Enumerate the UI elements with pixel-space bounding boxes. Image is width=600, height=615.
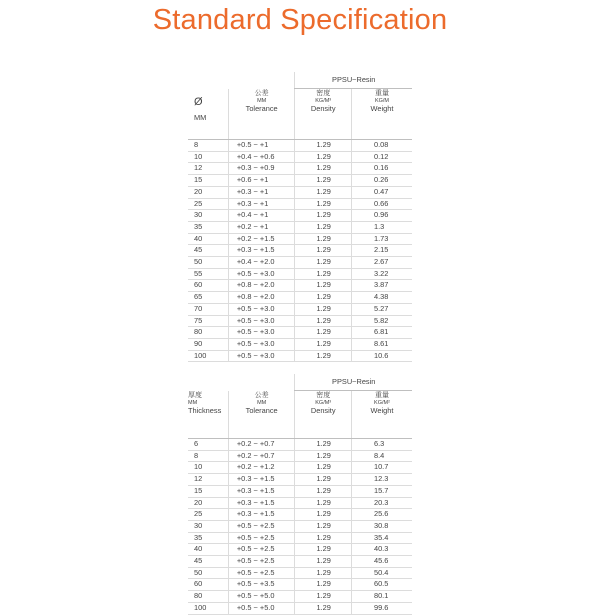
density-cell: 1.29	[295, 327, 352, 339]
density-cell: 1.29	[295, 474, 352, 486]
size-cell: 80	[188, 327, 228, 339]
size-cell: 80	[188, 591, 228, 603]
density-cell: 1.29	[295, 532, 352, 544]
tolerance-cell: +0.8 ~ +2.0	[228, 280, 295, 292]
tolerance-header: 公差 MM Tolerance	[228, 391, 295, 439]
table-row	[188, 315, 412, 327]
density-cell: 1.29	[295, 591, 352, 603]
weight-cell: 4.38	[351, 292, 412, 304]
weight-cell: 0.96	[351, 210, 412, 222]
weight-cell: 0.47	[351, 186, 412, 198]
weight-cell: 8.4	[351, 450, 412, 462]
weight-cell: 20.3	[351, 497, 412, 509]
density-cell: 1.29	[295, 602, 352, 614]
tolerance-cell: +0.8 ~ +2.0	[228, 292, 295, 304]
tolerance-cell: +0.5 ~ +2.5	[228, 556, 295, 568]
table-row	[188, 462, 412, 474]
table-row	[188, 520, 412, 532]
density-cell: 1.29	[295, 140, 352, 152]
table-row	[188, 233, 412, 245]
weight-cell: 0.12	[351, 151, 412, 163]
size-cell: 15	[188, 485, 228, 497]
density-cell: 1.29	[295, 198, 352, 210]
table-row	[188, 474, 412, 486]
tolerance-cell: +0.5 ~ +2.5	[228, 520, 295, 532]
table-row	[188, 186, 412, 198]
weight-header: 重量 KG/M² Weight	[351, 391, 412, 439]
weight-cell: 30.8	[351, 520, 412, 532]
density-cell: 1.29	[295, 151, 352, 163]
size-cell: 35	[188, 221, 228, 233]
size-cell: 75	[188, 315, 228, 327]
size-cell: 70	[188, 303, 228, 315]
table-header-row	[188, 391, 412, 439]
weight-cell: 25.6	[351, 509, 412, 521]
group-header: PPSU~Resin	[295, 374, 412, 391]
density-cell: 1.29	[295, 450, 352, 462]
table-row	[188, 292, 412, 304]
weight-cell: 50.4	[351, 567, 412, 579]
tolerance-cell: +0.3 ~ +1.5	[228, 485, 295, 497]
size-cell: 40	[188, 233, 228, 245]
size-cell: 10	[188, 462, 228, 474]
size-cell: 35	[188, 532, 228, 544]
diameter-symbol: Ø	[194, 95, 203, 108]
density-cell: 1.29	[295, 556, 352, 568]
density-cell: 1.29	[295, 462, 352, 474]
page-title: Standard Specification	[152, 4, 448, 36]
sheet-spec-table	[188, 374, 412, 615]
tolerance-header: 公差 MM Tolerance	[228, 89, 295, 140]
table-header-row	[188, 89, 412, 140]
table-row	[188, 221, 412, 233]
tolerance-cell: +0.5 ~ +2.5	[228, 532, 295, 544]
tolerance-cell: +0.3 ~ +1.5	[228, 474, 295, 486]
tolerance-cell: +0.3 ~ +1	[228, 198, 295, 210]
table-row	[188, 485, 412, 497]
table-row	[188, 602, 412, 614]
sheet-table-body	[188, 439, 412, 615]
density-header: 密度 KG/M³ Density	[295, 391, 352, 439]
density-header: 密度 KG/M³ Density	[295, 89, 352, 140]
size-cell: 20	[188, 186, 228, 198]
tolerance-cell: +0.3 ~ +1	[228, 186, 295, 198]
density-cell: 1.29	[295, 485, 352, 497]
tolerance-cell: +0.4 ~ +2.0	[228, 257, 295, 269]
density-cell: 1.29	[295, 233, 352, 245]
size-cell: 8	[188, 140, 228, 152]
tolerance-cell: +0.5 ~ +1	[228, 140, 295, 152]
tolerance-cell: +0.4 ~ +0.6	[228, 151, 295, 163]
size-cell: 6	[188, 439, 228, 451]
weight-cell: 99.6	[351, 602, 412, 614]
size-cell: 12	[188, 474, 228, 486]
size-cell: 12	[188, 163, 228, 175]
density-cell: 1.29	[295, 315, 352, 327]
tolerance-cell: +0.2 ~ +0.7	[228, 450, 295, 462]
tolerance-cell: +0.5 ~ +5.0	[228, 602, 295, 614]
size-cell: 65	[188, 292, 228, 304]
weight-cell: 12.3	[351, 474, 412, 486]
weight-header: 重量 KG/M Weight	[351, 89, 412, 140]
density-cell: 1.29	[295, 186, 352, 198]
group-header: PPSU~Resin	[295, 72, 412, 89]
tolerance-cell: +0.5 ~ +2.5	[228, 567, 295, 579]
size-cell: 45	[188, 245, 228, 257]
density-cell: 1.29	[295, 257, 352, 269]
weight-cell: 2.67	[351, 257, 412, 269]
table-row	[188, 280, 412, 292]
size-cell: 15	[188, 175, 228, 187]
size-cell: 40	[188, 544, 228, 556]
weight-cell: 45.6	[351, 556, 412, 568]
table-row	[188, 439, 412, 451]
table-row	[188, 567, 412, 579]
tolerance-cell: +0.5 ~ +5.0	[228, 591, 295, 603]
weight-cell: 1.73	[351, 233, 412, 245]
density-cell: 1.29	[295, 303, 352, 315]
size-cell: 20	[188, 497, 228, 509]
size-cell: 50	[188, 257, 228, 269]
table-group-header-row	[188, 72, 412, 89]
density-cell: 1.29	[295, 509, 352, 521]
tolerance-cell: +0.2 ~ +1	[228, 221, 295, 233]
size-cell: 55	[188, 268, 228, 280]
table-row	[188, 210, 412, 222]
weight-cell: 10.6	[351, 350, 412, 362]
tolerance-cell: +0.3 ~ +0.9	[228, 163, 295, 175]
weight-cell: 15.7	[351, 485, 412, 497]
density-cell: 1.29	[295, 280, 352, 292]
size-cell: 100	[188, 350, 228, 362]
tolerance-cell: +0.5 ~ +3.5	[228, 579, 295, 591]
table-row	[188, 245, 412, 257]
tolerance-cell: +0.5 ~ +3.0	[228, 327, 295, 339]
size-cell: 25	[188, 509, 228, 521]
density-cell: 1.29	[295, 245, 352, 257]
table-row	[188, 268, 412, 280]
size-cell: 30	[188, 520, 228, 532]
density-cell: 1.29	[295, 439, 352, 451]
density-cell: 1.29	[295, 579, 352, 591]
table-row	[188, 140, 412, 152]
weight-cell: 8.61	[351, 338, 412, 350]
weight-cell: 0.08	[351, 140, 412, 152]
table-row	[188, 338, 412, 350]
table-row	[188, 556, 412, 568]
size-cell: 90	[188, 338, 228, 350]
density-cell: 1.29	[295, 350, 352, 362]
table-row	[188, 175, 412, 187]
table-row	[188, 450, 412, 462]
density-cell: 1.29	[295, 175, 352, 187]
density-cell: 1.29	[295, 520, 352, 532]
rod-spec-table	[188, 72, 412, 362]
tolerance-cell: +0.5 ~ +3.0	[228, 268, 295, 280]
tolerance-cell: +0.5 ~ +3.0	[228, 350, 295, 362]
size-cell: 50	[188, 567, 228, 579]
weight-cell: 2.15	[351, 245, 412, 257]
diameter-header	[188, 89, 228, 140]
table-group-header-row	[188, 374, 412, 391]
size-cell: 60	[188, 280, 228, 292]
tolerance-cell: +0.2 ~ +1.2	[228, 462, 295, 474]
weight-cell: 10.7	[351, 462, 412, 474]
rod-table-body	[188, 140, 412, 362]
table-row	[188, 544, 412, 556]
weight-cell: 0.16	[351, 163, 412, 175]
density-cell: 1.29	[295, 567, 352, 579]
density-cell: 1.29	[295, 338, 352, 350]
table-row	[188, 350, 412, 362]
weight-cell: 3.22	[351, 268, 412, 280]
density-cell: 1.29	[295, 544, 352, 556]
density-cell: 1.29	[295, 268, 352, 280]
tolerance-cell: +0.5 ~ +3.0	[228, 338, 295, 350]
tolerance-cell: +0.4 ~ +1	[228, 210, 295, 222]
tolerance-cell: +0.2 ~ +0.7	[228, 439, 295, 451]
tolerance-cell: +0.3 ~ +1.5	[228, 497, 295, 509]
table-row	[188, 497, 412, 509]
table-row	[188, 591, 412, 603]
weight-cell: 0.66	[351, 198, 412, 210]
weight-cell: 6.3	[351, 439, 412, 451]
table-row	[188, 151, 412, 163]
weight-cell: 1.3	[351, 221, 412, 233]
weight-cell: 5.27	[351, 303, 412, 315]
table-row	[188, 532, 412, 544]
tolerance-cell: +0.3 ~ +1.5	[228, 509, 295, 521]
tolerance-cell: +0.5 ~ +2.5	[228, 544, 295, 556]
density-cell: 1.29	[295, 292, 352, 304]
tolerance-cell: +0.2 ~ +1.5	[228, 233, 295, 245]
weight-cell: 5.82	[351, 315, 412, 327]
diameter-unit: MM	[194, 112, 207, 122]
density-cell: 1.29	[295, 221, 352, 233]
weight-cell: 80.1	[351, 591, 412, 603]
size-cell: 30	[188, 210, 228, 222]
tolerance-cell: +0.5 ~ +3.0	[228, 315, 295, 327]
weight-cell: 60.5	[351, 579, 412, 591]
size-cell: 60	[188, 579, 228, 591]
size-cell: 45	[188, 556, 228, 568]
table-row	[188, 163, 412, 175]
size-cell: 8	[188, 450, 228, 462]
density-cell: 1.29	[295, 210, 352, 222]
table-row	[188, 257, 412, 269]
density-cell: 1.29	[295, 497, 352, 509]
tolerance-cell: +0.5 ~ +3.0	[228, 303, 295, 315]
weight-cell: 3.87	[351, 280, 412, 292]
thickness-header: 厚度 MM Thickness	[188, 391, 228, 439]
weight-cell: 35.4	[351, 532, 412, 544]
tolerance-cell: +0.3 ~ +1.5	[228, 245, 295, 257]
weight-cell: 0.26	[351, 175, 412, 187]
table-row	[188, 303, 412, 315]
table-row	[188, 509, 412, 521]
table-row	[188, 579, 412, 591]
table-row	[188, 198, 412, 210]
weight-cell: 6.81	[351, 327, 412, 339]
table-row	[188, 327, 412, 339]
size-cell: 10	[188, 151, 228, 163]
size-cell: 100	[188, 602, 228, 614]
size-cell: 25	[188, 198, 228, 210]
density-cell: 1.29	[295, 163, 352, 175]
weight-cell: 40.3	[351, 544, 412, 556]
tolerance-cell: +0.6 ~ +1	[228, 175, 295, 187]
